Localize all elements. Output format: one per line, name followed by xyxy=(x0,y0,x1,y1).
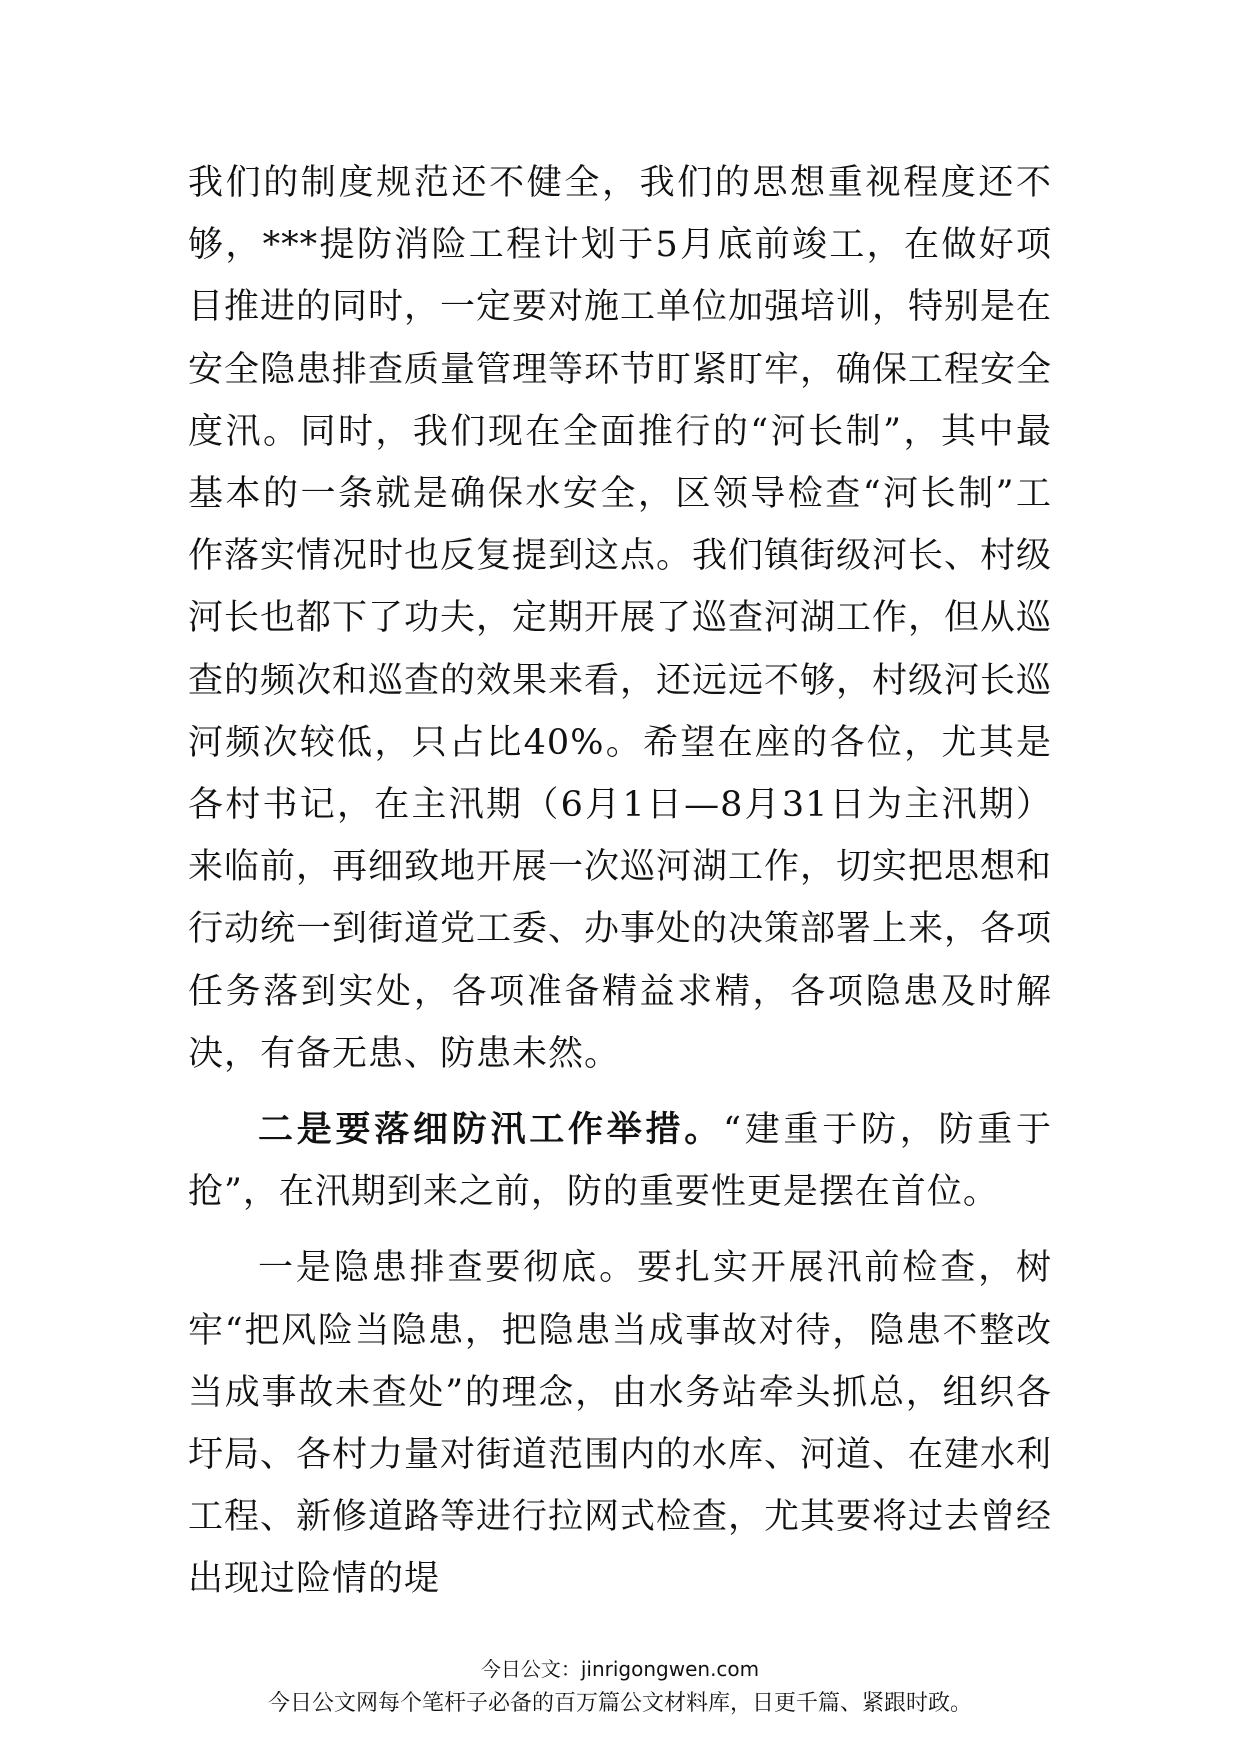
paragraph-1 xyxy=(188,152,1052,1085)
footer-site-line: 今日公文：jinrigongwen.com xyxy=(480,1657,760,1681)
paragraph-2 xyxy=(188,1099,1052,1223)
footer-slogan-line: 今日公文网每个笔杆子必备的百万篇公文材料库，日更千篇、紧跟时政。 xyxy=(267,1691,972,1716)
paragraph-3 xyxy=(188,1237,1052,1610)
document-body xyxy=(188,152,1052,1611)
paragraph-2-heading: 二是要落细防汛工作举措。 xyxy=(258,1109,724,1151)
paragraph-3-text: 一是隐患排查要彻底。要扎实开展汛前检查，树牢“把风险当隐患，把隐患当成事故对待，隐患不整改当成事故未查处”的理念，由水务站牵头抓总，组织各圩局、各村力量对街道范围内的水库、河道、在建水利工程、新修道路等进行拉网式检查，尤其要将过去曾经出现过险情的堤 xyxy=(188,1248,1053,1600)
paragraph-1-text: 我们的制度规范还不健全，我们的思想重视程度还不够，***提防消险工程计划于5月底前竣工，在做好项目推进的同时，一定要对施工单位加强培训，特别是在安全隐患排查质量管理等环节盯紧盯牢，确保工程安全度汛。同时，我们现在全面推行的“河长制”，其中最基本的一条就是确保水安全，区领导检查“河长制”工作落实情况时也反复提到这点。我们镇街级河长、村级河长也都下了功夫，定期开展了巡查河湖工作，但从巡查的频次和巡查的效果来看，还远远不够，村级河长巡河频次较低，只占比40%。希望在座的各位，尤其是各村书记，在主汛期（6月1日—8月31日为主汛期）来临前，再细致地开展一次巡河湖工作，切实把思想和行动统一到街道党工委、办事处的决策部署上来，各项任务落到实处，各项准备精益求精，各项隐患及时解决，有备无患、防患未然。 xyxy=(188,163,1053,1074)
paragraph-2-text: “建重于防，防重于抢”，在汛期到来之前，防的重要性更是摆在首位。 xyxy=(188,1110,1052,1213)
